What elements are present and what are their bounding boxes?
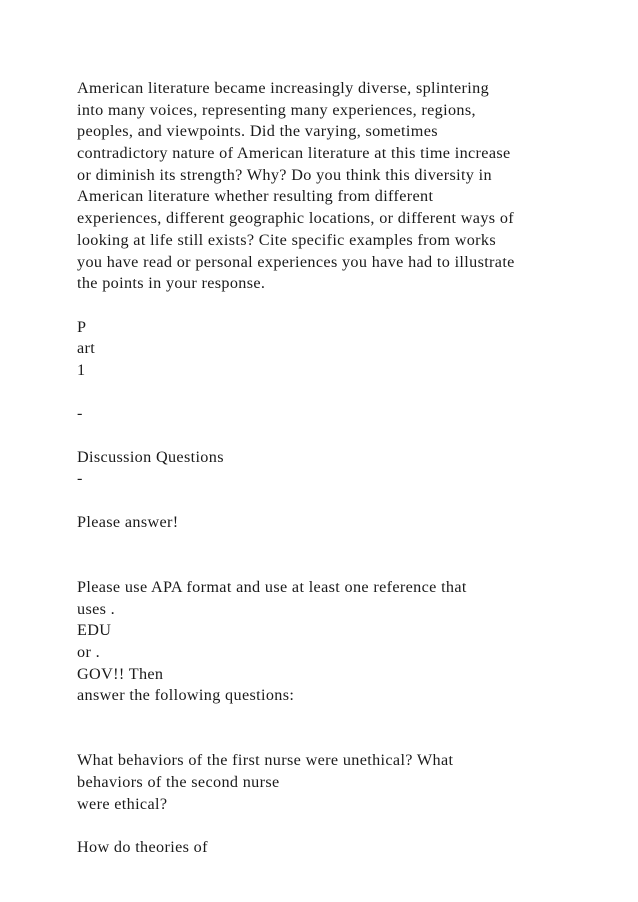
document-page (77, 78, 617, 859)
text-line: were ethical? (77, 794, 168, 813)
part-heading-line: 1 (77, 360, 86, 379)
text-line: answer the following questions: (77, 686, 295, 705)
text-line: behaviors of the second nurse (77, 773, 280, 791)
text-line: or . (77, 642, 100, 661)
text-line: into many voices, representing many experiences, regions, (77, 100, 476, 119)
text-line: experiences, different geographic locations, or different ways of (77, 209, 515, 228)
blank-line (77, 425, 617, 447)
text-line: GOV!! Then (77, 664, 164, 683)
question-one (77, 750, 617, 815)
text-line: looking at life still exists? Cite specific examples from works (77, 230, 497, 249)
text-line: What behaviors of the first nurse were unethical? What (77, 751, 454, 770)
section-title: Discussion Questions (77, 447, 224, 466)
part-heading-line: P (77, 317, 87, 336)
text-line: you have read or personal experiences you have had to illustrate (77, 252, 515, 271)
text-line: peoples, and viewpoints. Did the varying, sometimes (77, 122, 438, 141)
part-heading-line: art (77, 339, 96, 358)
text-line: American literature became increasingly diverse, splintering (77, 79, 490, 97)
blank-line (77, 533, 617, 555)
blank-line (77, 815, 617, 837)
dash-separator: - (77, 469, 83, 488)
blank-line (77, 382, 617, 404)
blank-line (77, 707, 617, 729)
text-line: Please use APA format and use at least one reference that (77, 577, 467, 596)
dash-separator: - (77, 404, 83, 423)
question-two: How do theories of (77, 838, 208, 857)
blank-line (77, 490, 617, 512)
text-line: or diminish its strength? Why? Do you think this diversity in (77, 165, 492, 184)
text-line: uses . (77, 599, 116, 618)
please-answer-text: Please answer! (77, 512, 179, 531)
text-line: EDU (77, 621, 112, 640)
text-line: American literature whether resulting from different (77, 187, 434, 206)
intro-paragraph (77, 78, 617, 295)
blank-line (77, 295, 617, 317)
blank-line (77, 555, 617, 577)
blank-line (77, 729, 617, 751)
part-heading (77, 317, 617, 382)
text-line: the points in your response. (77, 274, 266, 293)
text-line: contradictory nature of American literature at this time increase (77, 144, 511, 163)
apa-instructions (77, 577, 617, 707)
